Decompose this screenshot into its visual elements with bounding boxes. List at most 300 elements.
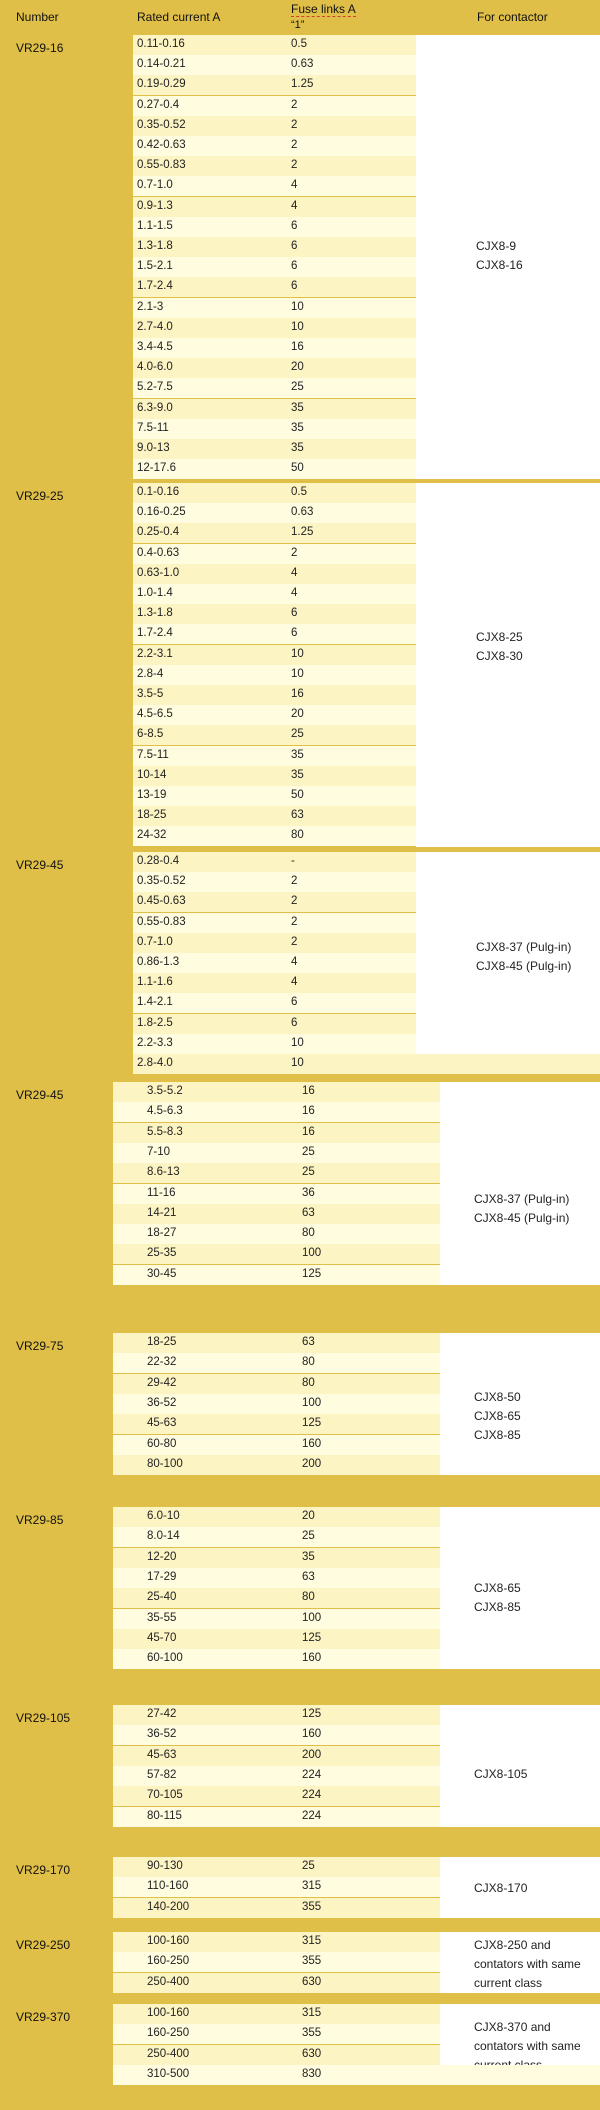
table-row — [113, 1725, 440, 1745]
rated-current-cell: 1.1-1.5 — [137, 219, 173, 232]
contactor-text: CJX8-85 — [474, 1600, 521, 1614]
contactor-text: CJX8-105 — [474, 1767, 528, 1781]
rated-current-cell: 100-160 — [147, 2007, 190, 2019]
contactor-text: CJX8-45 (Pulg-in) — [476, 959, 572, 973]
fuse-link-cell: 36 — [302, 1186, 315, 1199]
table-header — [0, 0, 600, 34]
rated-current-cell: 1.5-2.1 — [137, 260, 173, 273]
table-row — [133, 96, 416, 116]
rated-current-cell: 2.7-4.0 — [137, 320, 173, 333]
rated-current-cell: 0.4-0.63 — [137, 546, 180, 559]
rated-current-cell: 4.5-6.3 — [147, 1105, 183, 1118]
fuse-link-cell: 630 — [302, 2047, 322, 2060]
contactor-text: CJX8-85 — [474, 1428, 521, 1442]
rated-current-cell: 0.11-0.16 — [137, 38, 185, 50]
fuse-link-cell: 160 — [302, 1437, 322, 1450]
rated-current-cell: 80-100 — [147, 1457, 183, 1470]
rated-current-cell: 1.4-2.1 — [137, 996, 173, 1009]
table-row — [133, 913, 416, 933]
rated-current-cell: 0.1-0.16 — [137, 486, 180, 498]
fuse-link-cell: 25 — [302, 1860, 315, 1872]
section-number: VR29-45 — [16, 858, 64, 872]
fuse-link-cell: 0.5 — [291, 38, 307, 50]
fuse-link-cell: 63 — [302, 1570, 315, 1583]
rated-current-cell: 18-25 — [147, 1336, 177, 1348]
table-row — [133, 298, 416, 318]
table-row — [133, 766, 416, 786]
contactor-cell — [440, 1857, 600, 1918]
table-row — [113, 1548, 440, 1568]
fuse-link-cell: 10 — [291, 320, 304, 333]
rated-current-cell: 1.1-1.6 — [137, 976, 173, 989]
contactor-cell — [440, 1082, 600, 1285]
rated-current-cell: 3.5-5.2 — [147, 1085, 183, 1097]
fuse-link-cell: 315 — [302, 2007, 322, 2019]
header-fuse-note: “1” — [291, 19, 305, 31]
rated-current-cell: 0.14-0.21 — [137, 58, 186, 71]
fuse-link-cell: 224 — [302, 1768, 322, 1781]
table-row — [113, 1568, 440, 1588]
rated-current-cell: 1.8-2.5 — [137, 1016, 173, 1029]
table-row — [133, 237, 416, 257]
fuse-link-cell: 63 — [291, 809, 304, 822]
fuse-link-cell: 315 — [302, 1880, 322, 1893]
rated-current-cell: 11-16 — [147, 1186, 176, 1199]
fuse-link-cell: 10 — [291, 1057, 304, 1069]
fuse-link-cell: 100 — [302, 1247, 322, 1260]
fuse-link-cell: 6 — [291, 280, 298, 293]
table-row — [133, 399, 416, 419]
contactor-text: CJX8-65 — [474, 1409, 521, 1423]
table-row — [113, 1507, 440, 1527]
fuse-link-cell: 6 — [291, 1016, 298, 1029]
rated-current-cell: 36-52 — [147, 1728, 177, 1741]
contactor-text: CJX8-50 — [474, 1390, 521, 1404]
rated-current-cell: 18-27 — [147, 1227, 177, 1240]
table-row — [133, 705, 416, 725]
contactor-text: CJX8-65 — [474, 1581, 521, 1595]
rated-current-cell: 60-100 — [147, 1652, 183, 1665]
section-vr29-75 — [0, 1333, 600, 1475]
rated-current-cell: 7.5-11 — [137, 421, 169, 434]
table-row — [133, 645, 416, 665]
fuse-link-cell: - — [291, 855, 295, 867]
contactor-text: current class — [474, 1976, 543, 1990]
table-row — [113, 1333, 440, 1353]
fuse-link-cell: 2 — [291, 159, 298, 172]
rated-current-cell: 0.45-0.63 — [137, 895, 186, 908]
contactor-cell — [440, 1705, 600, 1827]
contactor-text: CJX8-170 — [474, 1881, 528, 1895]
fuse-link-cell: 80 — [302, 1356, 315, 1369]
table-row — [133, 338, 416, 358]
rated-current-cell: 1.7-2.4 — [137, 280, 173, 293]
contactor-cell — [416, 852, 600, 1054]
fuse-link-cell: 10 — [291, 1036, 304, 1049]
contactor-text: CJX8-45 (Pulg-in) — [474, 1211, 570, 1225]
table-row — [133, 217, 416, 237]
table-row — [133, 624, 416, 644]
table-row — [133, 358, 416, 378]
rated-current-cell: 0.16-0.25 — [137, 506, 186, 519]
rated-current-cell: 0.86-1.3 — [137, 956, 180, 968]
table-row — [133, 136, 416, 156]
section-vr29-170 — [0, 1857, 600, 1918]
rated-current-cell: 1.0-1.4 — [137, 587, 173, 599]
rated-current-cell: 310-500 — [147, 2067, 190, 2080]
rated-current-cell: 0.7-1.0 — [137, 935, 173, 948]
table-row — [133, 786, 416, 806]
rated-current-cell: 160-250 — [147, 1955, 190, 1968]
fuse-link-cell: 160 — [302, 1652, 322, 1665]
header-for-contactor: For contactor — [477, 10, 548, 24]
fuse-link-cell: 2 — [291, 935, 298, 948]
fuse-link-cell: 10 — [291, 300, 304, 313]
fuse-link-cell: 16 — [302, 1085, 315, 1097]
contactor-cell — [440, 2004, 600, 2065]
fuse-link-cell: 4 — [291, 566, 298, 579]
rated-current-cell: 100-160 — [147, 1935, 190, 1947]
table-row — [113, 1932, 440, 1952]
table-row — [113, 1204, 440, 1224]
table-row — [133, 564, 416, 584]
rated-current-cell: 7-10 — [147, 1145, 171, 1158]
rated-current-cell: 25-35 — [147, 1247, 177, 1260]
fuse-link-cell: 63 — [302, 1336, 315, 1348]
table-row — [133, 75, 416, 95]
contactor-text: CJX8-16 — [476, 258, 523, 272]
section-number: VR29-16 — [16, 41, 64, 55]
section-vr29-25 — [0, 483, 600, 847]
fuse-link-cell: 0.5 — [291, 486, 307, 498]
table-row — [113, 1786, 440, 1806]
header-number: Number — [16, 10, 59, 24]
contactor-cell — [440, 1507, 600, 1669]
table-row — [133, 544, 416, 564]
fuse-link-cell: 50 — [291, 462, 304, 475]
section-vr29-45 — [0, 852, 600, 1074]
table-row — [133, 257, 416, 277]
fuse-link-cell: 35 — [291, 748, 304, 761]
rated-current-cell: 10-14 — [137, 768, 167, 781]
table-row — [133, 665, 416, 685]
fuse-link-cell: 35 — [291, 768, 304, 781]
section-vr29-105 — [0, 1705, 600, 1827]
rated-current-cell: 57-82 — [147, 1768, 177, 1781]
rated-current-cell: 2.2-3.1 — [137, 647, 173, 660]
fuse-link-cell: 1.25 — [291, 526, 314, 539]
table-row — [113, 1629, 440, 1649]
rated-current-cell: 0.19-0.29 — [137, 78, 186, 91]
fuse-link-cell: 4 — [291, 956, 298, 968]
fuse-link-cell: 315 — [302, 1935, 322, 1947]
rated-current-cell: 250-400 — [147, 1975, 190, 1988]
rated-current-cell: 250-400 — [147, 2047, 190, 2060]
table-row — [133, 35, 416, 55]
fuse-link-cell: 35 — [291, 442, 304, 454]
table-row — [133, 1054, 600, 1074]
contactor-text: contators with same — [474, 1957, 581, 1971]
fuse-link-cell: 16 — [302, 1125, 315, 1138]
fuse-link-cell: 25 — [291, 728, 304, 741]
table-row — [133, 459, 416, 479]
table-row — [113, 1527, 440, 1547]
fuse-link-cell: 1.25 — [291, 78, 314, 91]
header-fuse-links: Fuse links A — [291, 2, 356, 16]
rated-current-cell: 5.2-7.5 — [137, 381, 173, 394]
table-row — [133, 156, 416, 176]
table-row — [133, 378, 416, 398]
table-row — [113, 1244, 440, 1264]
section-number: VR29-250 — [16, 1938, 71, 1952]
table-row — [113, 1394, 440, 1414]
rated-current-cell: 22-32 — [147, 1356, 177, 1369]
fuse-link-cell: 6 — [291, 996, 298, 1009]
fuse-link-cell: 6 — [291, 219, 298, 232]
contactor-text: contators with same — [474, 2039, 581, 2053]
table-row — [133, 277, 416, 297]
fuse-link-cell: 80 — [302, 1227, 315, 1240]
fuse-link-cell: 20 — [302, 1510, 315, 1522]
fuse-link-cell: 830 — [302, 2067, 322, 2080]
table-row — [113, 1102, 440, 1122]
table-row — [113, 1435, 440, 1455]
rated-current-cell: 45-63 — [147, 1417, 177, 1430]
contactor-text: CJX8-370 and — [474, 2020, 551, 2034]
rated-current-cell: 45-70 — [147, 1631, 177, 1644]
fuse-link-cell: 224 — [302, 1809, 322, 1822]
table-row — [133, 55, 416, 75]
table-row — [113, 1898, 440, 1918]
table-row — [113, 2004, 440, 2024]
table-row — [133, 1034, 416, 1054]
fuse-link-cell: 80 — [302, 1376, 315, 1389]
section-vr29-250 — [0, 1932, 600, 1993]
fuse-link-cell: 125 — [302, 1708, 322, 1720]
rated-current-cell: 110-160 — [147, 1880, 189, 1893]
fuse-link-cell: 224 — [302, 1789, 322, 1802]
table-row — [113, 1705, 440, 1725]
table-row — [113, 1353, 440, 1373]
section-number: VR29-75 — [16, 1339, 64, 1353]
fuse-link-cell: 35 — [291, 421, 304, 434]
fuse-link-cell: 2 — [291, 118, 298, 131]
rated-current-cell: 8.6-13 — [147, 1166, 180, 1179]
fuse-link-cell: 0.63 — [291, 58, 314, 71]
section-number: VR29-370 — [16, 2010, 71, 2024]
table-row — [113, 1265, 440, 1285]
table-row — [113, 1766, 440, 1786]
rated-current-cell: 24-32 — [137, 829, 167, 842]
table-row — [133, 318, 416, 338]
table-row — [133, 872, 416, 892]
fuse-link-cell: 16 — [302, 1105, 315, 1118]
fuse-link-cell: 125 — [302, 1417, 322, 1430]
table-row — [113, 1746, 440, 1766]
fuse-link-cell: 50 — [291, 789, 304, 801]
fuse-link-cell: 200 — [302, 1457, 322, 1470]
fuse-link-cell: 100 — [302, 1396, 322, 1409]
fuse-link-cell: 6 — [291, 260, 298, 273]
table-row — [113, 1973, 440, 1993]
fuse-link-cell: 20 — [291, 361, 304, 374]
table-row — [113, 1163, 440, 1183]
rated-current-cell: 140-200 — [147, 1900, 190, 1913]
rated-current-cell: 7.5-11 — [137, 748, 169, 761]
fuse-link-cell: 10 — [291, 647, 304, 660]
fuse-link-cell: 25 — [291, 381, 304, 394]
fuse-link-cell: 25 — [302, 1166, 315, 1179]
fuse-link-cell: 2 — [291, 895, 298, 908]
fuse-link-cell: 4 — [291, 199, 298, 212]
fuse-link-cell: 2 — [291, 98, 298, 111]
fuse-link-cell: 2 — [291, 546, 298, 559]
fuse-link-cell: 0.63 — [291, 506, 314, 519]
table-row — [113, 1609, 440, 1629]
table-row — [133, 806, 416, 826]
table-row — [133, 993, 416, 1013]
rated-current-cell: 0.42-0.63 — [137, 139, 186, 151]
rated-current-cell: 160-250 — [147, 2027, 190, 2040]
rated-current-cell: 30-45 — [147, 1267, 177, 1280]
rated-current-cell: 0.55-0.83 — [137, 915, 186, 928]
rated-current-cell: 70-105 — [147, 1789, 183, 1802]
table-row — [113, 2065, 600, 2085]
section-number: VR29-105 — [16, 1711, 71, 1725]
table-row — [113, 1374, 440, 1394]
fuse-link-cell: 355 — [302, 2027, 322, 2040]
rated-current-cell: 13-19 — [137, 789, 167, 801]
table-row — [133, 176, 416, 196]
rated-current-cell: 29-42 — [147, 1376, 177, 1389]
fuse-link-cell: 4 — [291, 179, 298, 192]
table-row — [113, 2045, 440, 2065]
contactor-text: CJX8-37 (Pulg-in) — [474, 1192, 570, 1206]
table-row — [113, 1952, 440, 1972]
fuse-link-cell: 200 — [302, 1748, 322, 1761]
rated-current-cell: 3.5-5 — [137, 688, 164, 700]
rated-current-cell: 0.28-0.4 — [137, 855, 180, 867]
table-row — [133, 503, 416, 523]
rated-current-cell: 4.5-6.5 — [137, 708, 173, 721]
fuse-link-cell: 10 — [291, 667, 304, 680]
section-vr29-45 — [0, 1082, 600, 1285]
rated-current-cell: 4.0-6.0 — [137, 361, 173, 374]
fuse-link-cell: 630 — [302, 1975, 322, 1988]
rated-current-cell: 36-52 — [147, 1396, 177, 1409]
contactor-cell — [416, 483, 600, 847]
table-row — [133, 584, 416, 604]
rated-current-cell: 17-29 — [147, 1570, 177, 1583]
fuse-link-cell: 125 — [302, 1631, 322, 1644]
fuse-link-cell: 80 — [291, 829, 304, 842]
contactor-cell — [440, 1932, 600, 1993]
section-vr29-370 — [0, 2004, 600, 2085]
table-row — [133, 852, 416, 872]
rated-current-cell: 25-40 — [147, 1591, 177, 1604]
rated-current-cell: 12-20 — [147, 1550, 177, 1563]
table-row — [113, 1224, 440, 1244]
table-row — [113, 1123, 440, 1143]
table-row — [133, 604, 416, 624]
section-vr29-16 — [0, 35, 600, 479]
contactor-text: CJX8-37 (Pulg-in) — [476, 940, 572, 954]
table-row — [113, 1082, 440, 1102]
section-number: VR29-170 — [16, 1863, 71, 1877]
rated-current-cell: 18-25 — [137, 809, 167, 822]
table-row — [133, 725, 416, 745]
table-row — [133, 1014, 416, 1034]
table-row — [133, 685, 416, 705]
fuse-link-cell: 4 — [291, 587, 298, 599]
rated-current-cell: 0.27-0.4 — [137, 98, 180, 111]
fuse-link-cell: 2 — [291, 915, 298, 928]
rated-current-cell: 90-130 — [147, 1860, 183, 1872]
table-row — [113, 2024, 440, 2044]
table-row — [133, 973, 416, 993]
fuse-link-cell: 25 — [302, 1145, 315, 1158]
rated-current-cell: 60-80 — [147, 1437, 177, 1450]
rated-current-cell: 1.3-1.8 — [137, 607, 173, 620]
table-row — [133, 483, 416, 503]
table-row — [133, 826, 416, 846]
fuse-link-cell: 160 — [302, 1728, 322, 1741]
rated-current-cell: 12-17.6 — [137, 462, 177, 475]
contactor-text: CJX8-30 — [476, 649, 523, 663]
section-number: VR29-45 — [16, 1088, 64, 1102]
table-row — [113, 1143, 440, 1163]
rated-current-cell: 5.5-8.3 — [147, 1125, 183, 1138]
rated-current-cell: 27-42 — [147, 1708, 177, 1720]
contactor-text: CJX8-25 — [476, 630, 523, 644]
fuse-link-cell: 355 — [302, 1900, 322, 1913]
table-row — [133, 419, 416, 439]
fuse-link-cell: 6 — [291, 607, 298, 620]
fuse-link-cell: 20 — [291, 708, 304, 721]
fuse-link-cell: 355 — [302, 1955, 322, 1968]
rated-current-cell: 1.3-1.8 — [137, 240, 173, 252]
section-number: VR29-25 — [16, 489, 64, 503]
rated-current-cell: 6.0-10 — [147, 1510, 180, 1522]
table-row — [133, 439, 416, 459]
table-row — [133, 746, 416, 766]
rated-current-cell: 3.4-4.5 — [137, 341, 173, 353]
contactor-text: CJX8-9 — [476, 239, 517, 253]
fuse-link-cell: 6 — [291, 240, 298, 252]
rated-current-cell: 6.3-9.0 — [137, 401, 173, 414]
fuse-link-cell: 4 — [291, 976, 298, 989]
table-row — [113, 1877, 440, 1897]
fuse-link-cell: 35 — [291, 401, 304, 414]
rated-current-cell: 35-55 — [147, 1611, 177, 1624]
rated-current-cell: 0.35-0.52 — [137, 875, 186, 888]
contactor-cell — [416, 35, 600, 479]
fuse-link-cell: 25 — [302, 1530, 315, 1543]
fuse-link-cell: 125 — [302, 1267, 322, 1280]
rated-current-cell: 8.0-14 — [147, 1530, 180, 1543]
fuse-link-cell: 100 — [302, 1611, 322, 1624]
rated-current-cell: 0.7-1.0 — [137, 179, 173, 192]
table-row — [113, 1414, 440, 1434]
fuse-link-cell: 80 — [302, 1591, 315, 1604]
table-row — [113, 1455, 440, 1475]
fuse-link-cell: 2 — [291, 139, 298, 151]
fuse-link-cell: 63 — [302, 1206, 315, 1219]
table-row — [133, 953, 416, 973]
fuse-link-cell: 16 — [291, 341, 304, 353]
table-row — [133, 523, 416, 543]
rated-current-cell: 0.25-0.4 — [137, 526, 180, 539]
